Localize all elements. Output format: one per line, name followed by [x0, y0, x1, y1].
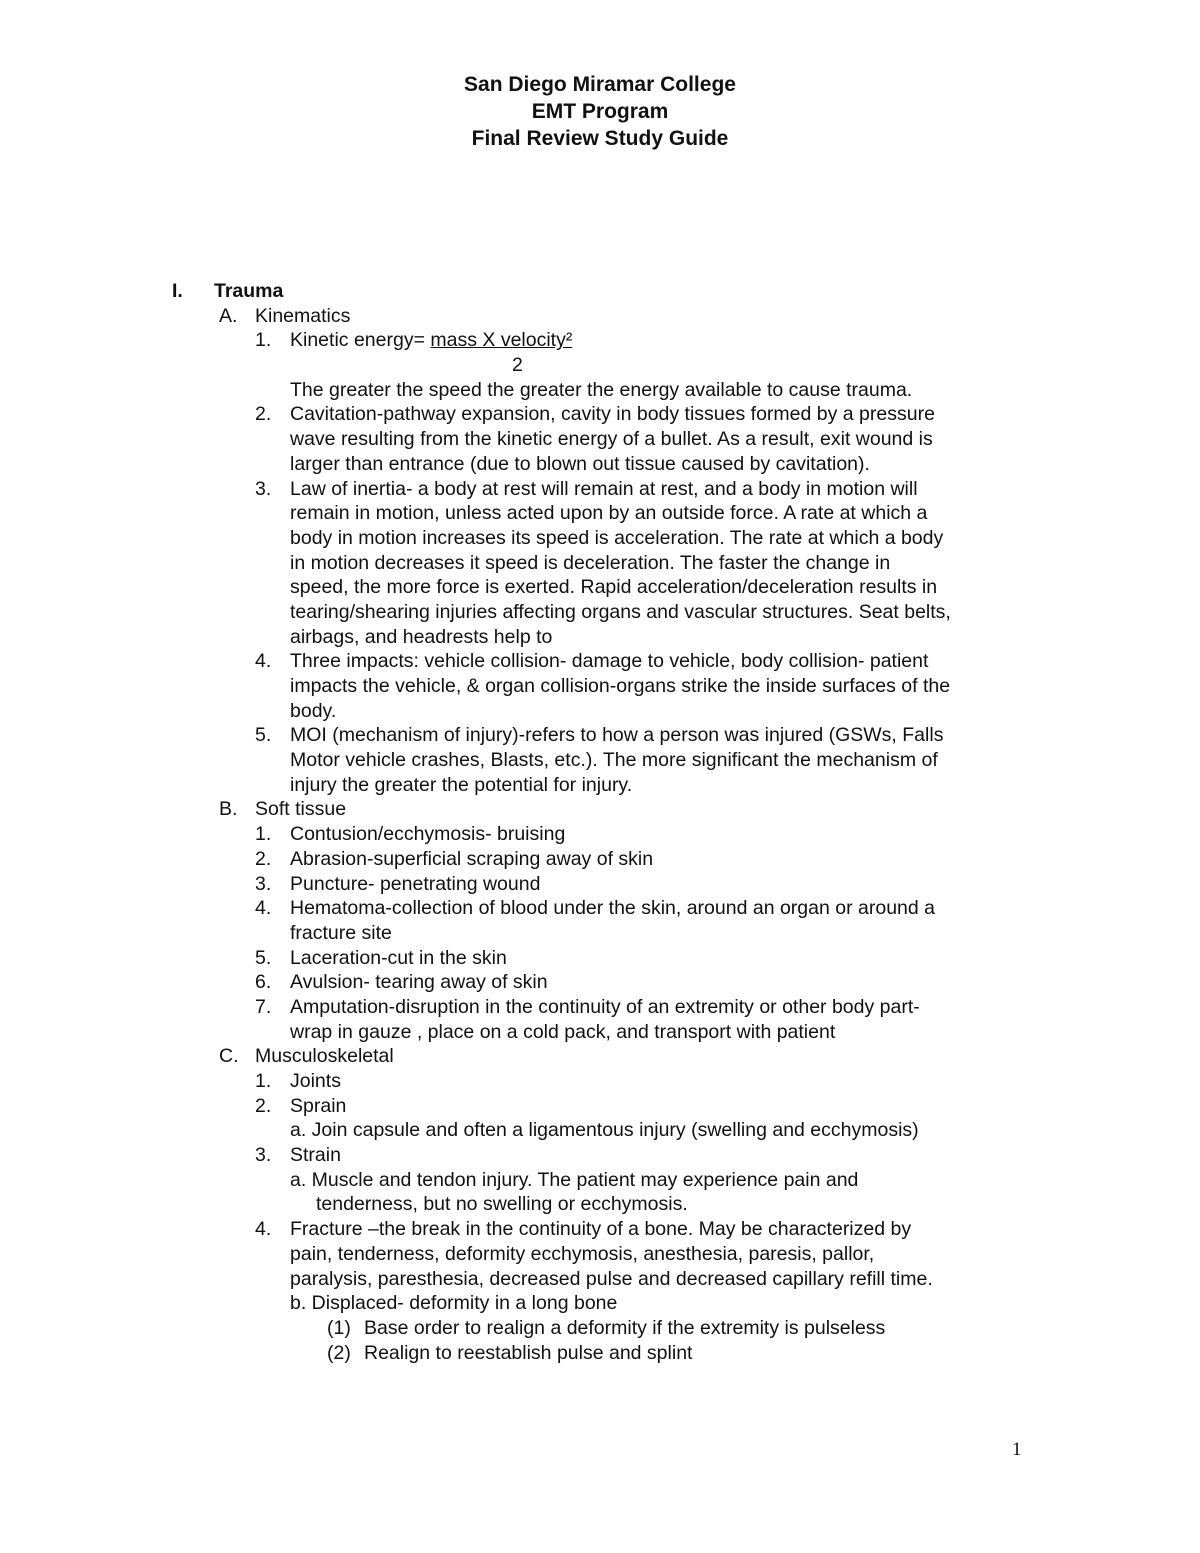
sub-sub-list-item: (1) Base order to realign a deformity if the extremity is pulseless	[327, 1316, 886, 1339]
list-item: 6. Avulsion- tearing away of skin	[255, 971, 548, 994]
sub-list-item: a. Join capsule and often a ligamentous injury (swelling and ecchymosis)	[290, 1119, 919, 1142]
document-title: Final Review Study Guide	[471, 127, 729, 150]
program-name: EMT Program	[531, 100, 669, 123]
list-item-continuation: body.	[290, 699, 337, 722]
list-item-continuation: impacts the vehicle, & organ collision-organs strike the inside surfaces of the	[290, 675, 951, 697]
list-item: 5. Laceration-cut in the skin	[255, 946, 507, 969]
list-item: 1. Kinetic energy= mass X velocity²	[255, 329, 573, 352]
list-item: 7. Amputation-disruption in the continuity of an extremity or other body part-	[255, 995, 920, 1018]
outline-body	[0, 279, 1200, 1365]
document-header	[0, 71, 1200, 152]
college-name: San Diego Miramar College	[464, 73, 736, 96]
list-item-continuation: body in motion increases its speed is acceleration. The rate at which a body	[290, 526, 944, 549]
list-item: 2. Abrasion-superficial scraping away of skin	[255, 847, 654, 870]
list-item: 1. Contusion/ecchymosis- bruising	[255, 823, 566, 846]
subsection-heading-musculoskeletal: C. Musculoskeletal	[219, 1045, 394, 1068]
sub-list-item: a. Muscle and tendon injury. The patient may experience pain and	[290, 1168, 859, 1191]
list-item: 3. Strain	[255, 1144, 341, 1167]
formula-denominator-line	[0, 353, 1200, 378]
list-item-continuation: wave resulting from the kinetic energy of a bullet. As a result, exit wound is	[290, 428, 933, 451]
list-item-continuation: tearing/shearing injuries affecting organs and vascular structures. Seat belts,	[290, 600, 951, 623]
section-heading-trauma: I. Trauma	[172, 280, 284, 302]
list-item-continuation: injury the greater the potential for injury.	[290, 773, 633, 796]
list-item: 3. Law of inertia- a body at rest will remain at rest, and a body in motion will	[255, 477, 918, 500]
list-item-continuation: paralysis, paresthesia, decreased pulse and decreased capillary refill time.	[290, 1267, 933, 1290]
page-number: 1	[1012, 1439, 1022, 1460]
list-item: 2. Cavitation-pathway expansion, cavity in body tissues formed by a pressure	[255, 403, 935, 426]
list-item: 3. Puncture- penetrating wound	[255, 872, 541, 895]
list-item-continuation: pain, tenderness, deformity ecchymosis, anesthesia, paresis, pallor,	[290, 1242, 875, 1265]
list-item: 5. MOI (mechanism of injury)-refers to how a person was injured (GSWs, Falls	[255, 724, 944, 747]
subsection-heading-soft-tissue: B. Soft tissue	[219, 798, 347, 821]
formula-denominator: 2	[512, 354, 523, 377]
list-item-continuation: fracture site	[290, 921, 392, 944]
sub-list-item: b. Displaced- deformity in a long bone	[290, 1292, 618, 1315]
list-item-continuation: larger than entrance (due to blown out tissue caused by cavitation).	[290, 452, 870, 475]
list-item: 2. Sprain	[255, 1094, 347, 1117]
sub-list-item-continuation: tenderness, but no swelling or ecchymosis.	[316, 1193, 688, 1216]
list-item-continuation: Motor vehicle crashes, Blasts, etc.). The more significant the mechanism of	[290, 749, 938, 772]
list-item: 4. Hematoma-collection of blood under the skin, around an organ or around a	[255, 897, 935, 920]
list-item-continuation: remain in motion, unless acted upon by an outside force. A rate at which a	[290, 502, 928, 525]
list-item: 4. Fracture –the break in the continuity of a bone. May be characterized by	[255, 1218, 912, 1241]
list-item-continuation: in motion decreases it speed is deceleration. The faster the change in	[290, 551, 891, 574]
list-item-continuation: airbags, and headrests help to	[290, 625, 553, 648]
formula-numerator: mass X velocity²	[430, 329, 573, 352]
list-item: 1. Joints	[255, 1070, 341, 1092]
formula-label: Kinetic energy=	[290, 329, 431, 352]
list-item-continuation: The greater the speed the greater the energy available to cause trauma.	[290, 378, 913, 401]
sub-sub-list-item: (2) Realign to reestablish pulse and splint	[327, 1341, 693, 1364]
subsection-heading-kinematics: A. Kinematics	[219, 304, 351, 327]
list-item-continuation: wrap in gauze , place on a cold pack, and transport with patient	[290, 1020, 836, 1043]
list-item-continuation: speed, the more force is exerted. Rapid acceleration/deceleration results in	[290, 576, 938, 599]
list-item: 4. Three impacts: vehicle collision- damage to vehicle, body collision- patient	[255, 650, 929, 673]
